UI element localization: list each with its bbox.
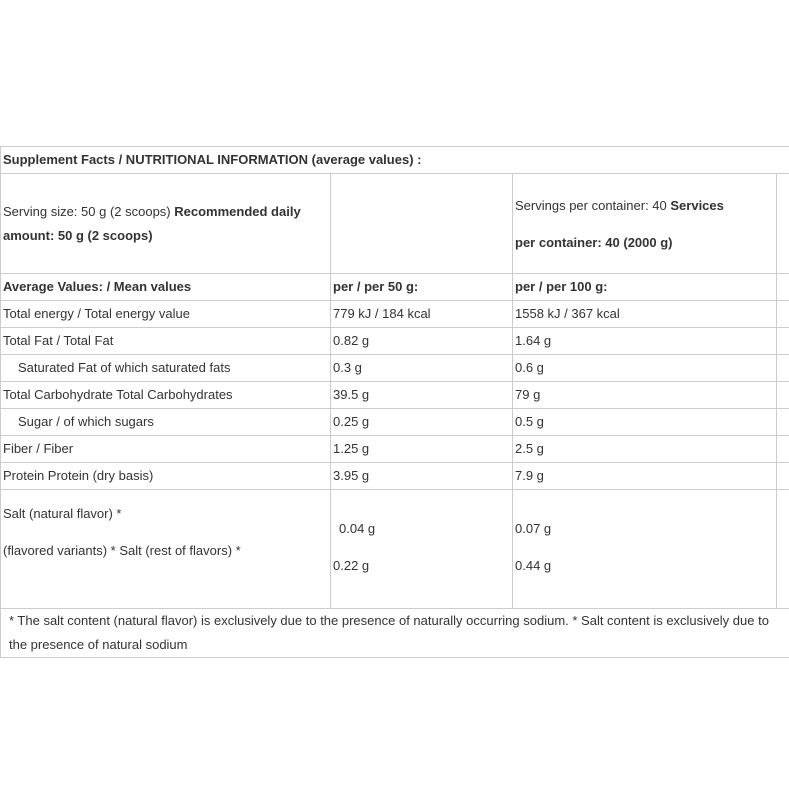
row-label: Fiber / Fiber [1, 436, 331, 463]
salt-per-100g-cell [513, 490, 777, 609]
salt-per-50g-cell [331, 490, 513, 609]
row-per-50g: 39.5 g [331, 382, 513, 409]
table-title-row [1, 147, 789, 174]
row-per-50g: 3.95 g [331, 463, 513, 490]
salt-label-natural: Salt (natural flavor) * [3, 506, 122, 521]
salt-per-50g-natural: 0.04 g [339, 521, 376, 536]
edge-cell [777, 355, 789, 382]
row-label: Total energy / Total energy value [1, 301, 331, 328]
salt-per-100g-natural: 0.07 g [515, 521, 552, 536]
table-title: Supplement Facts / NUTRITIONAL INFORMATION (average values) : [1, 147, 789, 174]
row-per-50g: 1.25 g [331, 436, 513, 463]
header-per-100g: per / per 100 g: [513, 274, 777, 301]
row-per-100g: 2.5 g [513, 436, 777, 463]
edge-cell [777, 301, 789, 328]
header-per-50g: per / per 50 g: [331, 274, 513, 301]
row-label: Total Fat / Total Fat [1, 328, 331, 355]
row-per-100g: 79 g [513, 382, 777, 409]
table-row [1, 382, 789, 409]
nutrition-table [0, 146, 789, 658]
salt-per-100g-rest: 0.44 g [515, 558, 552, 573]
row-label: Sugar / of which sugars [1, 409, 331, 436]
row-per-100g: 1558 kJ / 367 kcal [513, 301, 777, 328]
servings-per-container-cell [513, 174, 777, 274]
table-row [1, 355, 789, 382]
salt-label-rest: (flavored variants) * Salt (rest of flavors) * [3, 543, 241, 558]
row-per-50g: 779 kJ / 184 kcal [331, 301, 513, 328]
nutrition-table-wrapper [0, 146, 789, 658]
row-per-50g: 0.25 g [331, 409, 513, 436]
edge-cell [777, 274, 789, 301]
edge-cell [777, 174, 789, 274]
services-per-container: per container: 40 (2000 g) [515, 234, 673, 250]
row-label: Protein Protein (dry basis) [1, 463, 331, 490]
table-row [1, 463, 789, 490]
edge-cell [777, 463, 789, 490]
salt-row [1, 490, 789, 609]
serving-size-text: Serving size: 50 g (2 scoops) [3, 203, 175, 219]
edge-cell [777, 328, 789, 355]
edge-cell [777, 409, 789, 436]
serving-size-cell [1, 174, 331, 274]
table-row [1, 409, 789, 436]
serving-row [1, 174, 789, 274]
header-average-values: Average Values: / Mean values [1, 274, 331, 301]
header-row [1, 274, 789, 301]
salt-label-cell [1, 490, 331, 609]
row-per-50g: 0.3 g [331, 355, 513, 382]
edge-cell [777, 382, 789, 409]
row-per-100g: 0.6 g [513, 355, 777, 382]
row-per-50g: 0.82 g [331, 328, 513, 355]
edge-cell [777, 490, 789, 609]
table-row [1, 436, 789, 463]
row-per-100g: 1.64 g [513, 328, 777, 355]
services-label: Services [670, 197, 724, 213]
footnote: * The salt content (natural flavor) is exclusively due to the presence of naturally occurring sodium. * Salt content is exclusively due to the presence of natural sodium [1, 609, 789, 658]
row-label: Saturated Fat of which saturated fats [1, 355, 331, 382]
row-per-100g: 7.9 g [513, 463, 777, 490]
table-row [1, 301, 789, 328]
table-row [1, 328, 789, 355]
salt-per-50g-rest: 0.22 g [333, 558, 370, 573]
recommended-daily-amount: Recommended daily amount: 50 g (2 scoops) [3, 203, 301, 243]
footnote-row [1, 609, 789, 658]
edge-cell [777, 436, 789, 463]
row-per-100g: 0.5 g [513, 409, 777, 436]
row-label: Total Carbohydrate Total Carbohydrates [1, 382, 331, 409]
serving-empty-cell [331, 174, 513, 274]
servings-per-container-text: Servings per container: 40 [515, 197, 671, 213]
